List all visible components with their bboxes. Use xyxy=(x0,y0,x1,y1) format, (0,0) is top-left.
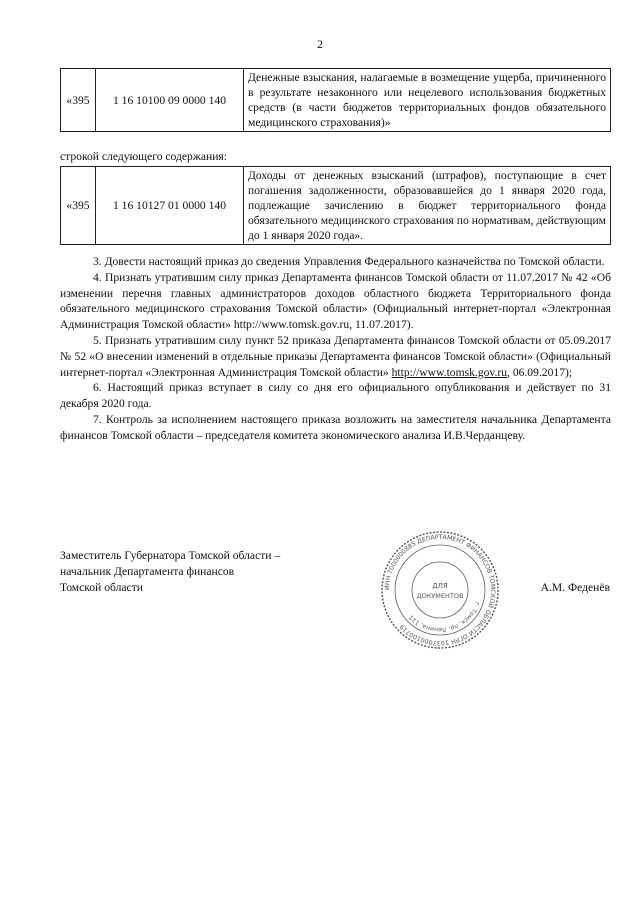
portal-link[interactable]: http://www.tomsk.gov.ru xyxy=(391,365,508,379)
paragraph-5-tail: , 06.09.2017); xyxy=(507,365,573,379)
signer-title-line-3: Томской области xyxy=(60,581,143,594)
description-cell: Доходы от денежных взысканий (штрафов), поступающие в счет погашения задолженности, образовавшейся до 1 января 2020 года, подлежащие зачислению в бюджет территориального фонда обязательного медицинского страхования по нормативам, действующим до 1 января 2020 года». xyxy=(244,167,611,245)
page-number: 2 xyxy=(317,37,323,51)
paragraph-7: 7. Контроль за исполнением настоящего приказа возложить на заместителя начальника Департамента финансов Томской области – председателя комитета экономического анализа И.В.Черданцеву. xyxy=(60,412,611,442)
paragraph-6: 6. Настоящий приказ вступает в силу со дня его официального опубликования и действует по 31 декабря 2020 года. xyxy=(60,381,611,411)
svg-text:г. Томск, пр. Ленина, 111 xyxy=(407,601,480,633)
signer-title-line-1: Заместитель Губернатора Томской области – xyxy=(60,549,281,562)
paragraph-5 xyxy=(60,333,611,380)
table-before xyxy=(60,68,611,132)
code-prefix-cell: «395 xyxy=(61,167,96,245)
description-cell: Денежные взыскания, налагаемые в возмещение ущерба, причиненного в результате незаконного или нецелевого использования бюджетных средств (в части бюджетов территориальных фондов обязательного медицинского страхования)» xyxy=(244,69,611,132)
signer-name: А.М. Феденёв xyxy=(540,581,610,594)
stamp-center-line-1: ДЛЯ xyxy=(432,582,448,590)
paragraph-4: 4. Признать утратившим силу приказ Департамента финансов Томской области от 11.07.2017 № 42 «Об изменении перечня главных администраторов доходов областного бюджета Территориального фонда обязательного медицинского страхования Томской области» (Официальный интернет-портал «Электронная Администрация Томской области» http://www.tomsk.gov.ru, 11.07.2017). xyxy=(60,270,611,332)
signer-title-line-2: начальник Департамента финансов xyxy=(60,565,235,578)
stamp-outer-text: ИНН 7000000885 ДЕПАРТАМЕНТ ФИНАНСОВ ТОМСКОЙ ОБЛАСТИ ОГРН 1037000100719 xyxy=(383,533,497,647)
official-seal-stamp xyxy=(380,530,500,650)
paragraph-5-text: 5. Признать утратившим силу пункт 52 приказа Департамента финансов Томской области от 05.09.2017 № 52 «О внесении изменений в отдельные приказы Департамента финансов Томской области» (Официальный интернет-портал «Электронная Администрация Томской области» xyxy=(60,333,611,379)
order-body xyxy=(60,254,611,444)
table-row xyxy=(61,69,611,132)
signature-block xyxy=(60,548,280,596)
table-after xyxy=(60,166,611,245)
stamp-city-text: г. Томск, пр. Ленина, 111 xyxy=(407,601,481,634)
code-prefix-cell: «395 xyxy=(61,69,96,132)
stamp-center-line-2: ДОКУМЕНТОВ xyxy=(416,592,464,600)
replacement-phrase: строкой следующего содержания: xyxy=(60,150,227,163)
paragraph-3: 3. Довести настоящий приказ до сведения Управления Федерального казначейства по Томской области. xyxy=(93,255,605,268)
kbk-cell: 1 16 10127 01 0000 140 xyxy=(96,167,244,245)
kbk-cell: 1 16 10100 09 0000 140 xyxy=(96,69,244,132)
table-row xyxy=(61,167,611,245)
